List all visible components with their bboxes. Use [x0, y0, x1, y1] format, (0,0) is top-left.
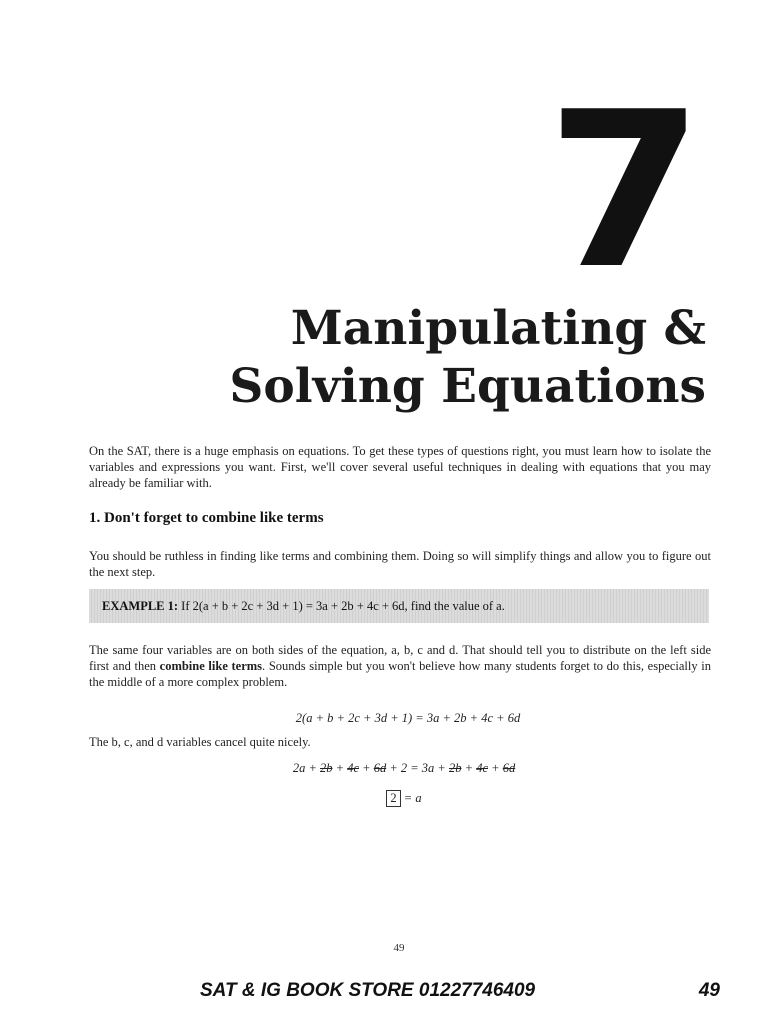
- chapter-title: [229, 300, 706, 416]
- eq2-cancel-1: 2b: [320, 761, 333, 775]
- eq2-plus-2: +: [359, 761, 374, 775]
- equation-1: 2(a + b + 2c + 3d + 1) = 3a + 2b + 4c + 6d: [295, 711, 521, 725]
- example-box: [89, 589, 709, 623]
- chapter-number: 7: [546, 65, 704, 316]
- equation-2: [20, 761, 768, 776]
- explanation-bold: combine like terms: [159, 659, 263, 673]
- footer-store-text: SAT & IG BOOK STORE 01227746409: [200, 980, 536, 1001]
- eq2-cancel-4: 2b: [449, 761, 462, 775]
- cancel-note: The b, c, and d variables cancel quite nicely.: [89, 735, 311, 749]
- eq2-plus-4: +: [488, 761, 503, 775]
- explanation-paragraph: [89, 642, 711, 690]
- eq2-cancel-2: 4c: [347, 761, 359, 775]
- eq2-plus-1: +: [332, 761, 348, 775]
- eq2-plus-3: +: [461, 761, 477, 775]
- explanation-part-2: . Sounds simple but you won't believe how many students forget to do this, especially in the middle of a more complex problem.: [89, 659, 711, 689]
- explanation-part-1: The same four variables are on both sides of the equation, a, b, c and d. That should tell you to distribute on the left side first and then: [89, 643, 711, 673]
- section-paragraph: You should be ruthless in finding like terms and combining them. Doing so will simplify things and allow you to figure out the next step.: [89, 549, 711, 579]
- eq2-cancel-6: 6d: [502, 761, 516, 775]
- example-label: EXAMPLE 1:: [102, 599, 179, 613]
- intro-paragraph: On the SAT, there is a huge emphasis on equations. To get these types of questions right, you must learn how to isolate the variables and expressions you want. First, we'll cover several useful techniques in dealing with equations that you may already be familiar with.: [89, 444, 711, 490]
- eq2-cancel-3: 6d: [373, 761, 387, 775]
- equation-answer: [20, 790, 768, 807]
- section-heading: 1. Don't forget to combine like terms: [89, 510, 324, 526]
- chapter-title-line-1: Manipulating &: [290, 301, 706, 356]
- eq2-cancel-5: 4c: [476, 761, 488, 775]
- answer-box: 2: [386, 790, 400, 807]
- footer-page-number: 49: [698, 980, 720, 1001]
- eq2-mid: + 2 = 3a +: [386, 761, 449, 775]
- answer-rest: = a: [400, 791, 422, 805]
- page-number: 49: [393, 942, 405, 954]
- example-text: If 2(a + b + 2c + 3d + 1) = 3a + 2b + 4c + 6d, find the value of a.: [181, 599, 505, 613]
- chapter-title-line-2: Solving Equations: [229, 359, 706, 414]
- eq2-prefix: 2a +: [292, 761, 320, 775]
